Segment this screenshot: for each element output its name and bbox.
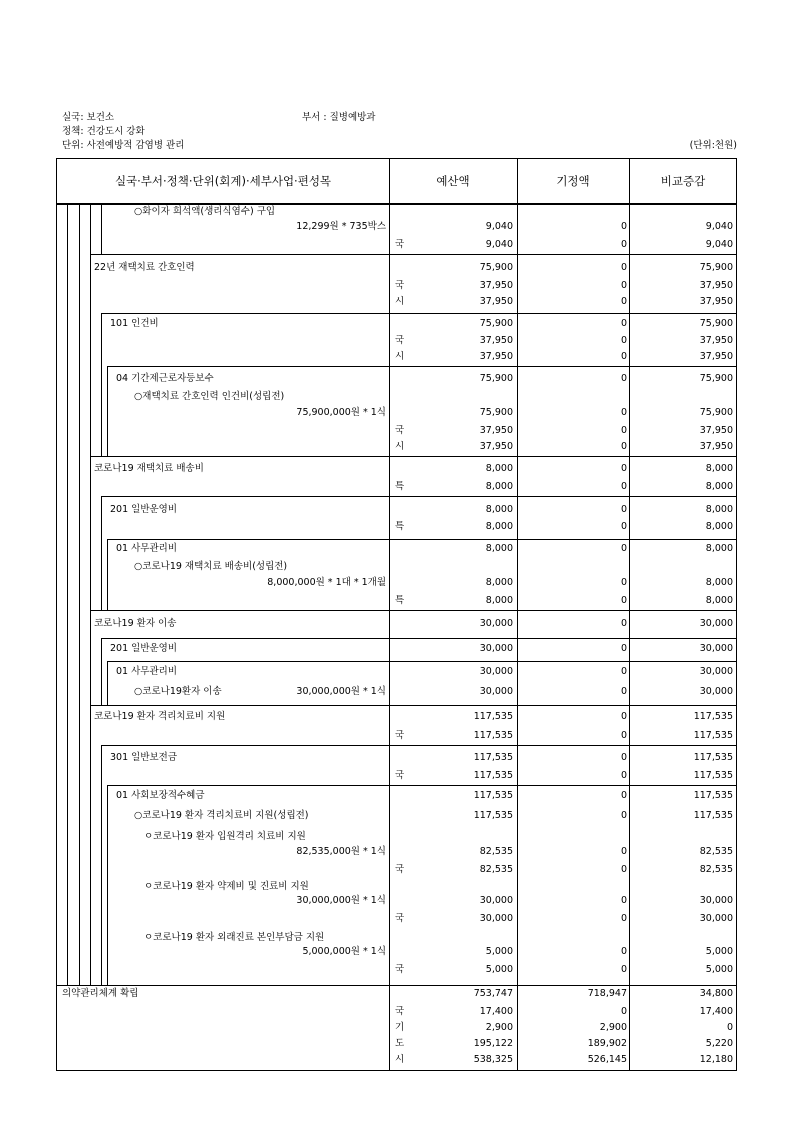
hierarchy-line (101, 204, 102, 254)
funding-source: 국 (395, 964, 405, 975)
unit-label: 단위: 사전예방적 감염병 관리 (62, 140, 185, 151)
hierarchy-line (67, 204, 68, 985)
budget-value: 117,535 (473, 810, 513, 821)
existing-value: 0 (620, 262, 627, 273)
line-item-label: 코로나19 환자 격리치료비 지원 (94, 711, 226, 722)
row-separator (90, 610, 737, 611)
existing-value: 0 (620, 595, 627, 606)
funding-source: 국 (395, 864, 405, 875)
existing-value: 0 (620, 730, 627, 741)
existing-value: 0 (620, 686, 627, 697)
line-item-label: ○재택치료 간호인력 인건비(성립전) (134, 391, 285, 402)
budget-value: 117,535 (473, 711, 513, 722)
row-separator (101, 745, 737, 746)
budget-value: 37,950 (479, 351, 513, 362)
line-item-label: ○화이자 희석액(생리식염수) 구입 (134, 206, 276, 217)
hierarchy-line (107, 661, 108, 705)
line-item-label: ○코로나19환자 이송 (134, 686, 222, 697)
diff-value: 30,000 (699, 895, 733, 906)
policy-label: 정책: 건강도시 강화 (62, 126, 145, 137)
column-header-existing: 기정액 (556, 174, 590, 188)
column-header-diff: 비교증감 (660, 174, 706, 188)
existing-value: 189,902 (587, 1038, 627, 1049)
budget-value: 117,535 (473, 790, 513, 801)
row-separator (90, 254, 737, 255)
line-item-label: 82,535,000원 * 1식 (296, 846, 386, 857)
existing-value: 0 (620, 790, 627, 801)
existing-value: 0 (620, 463, 627, 474)
existing-value: 2,900 (599, 1022, 627, 1033)
column-header-main: 실국·부서·정책·단위(회계)·세부사업·편성목 (114, 174, 332, 188)
budget-value: 30,000 (479, 666, 513, 677)
diff-value: 37,950 (699, 296, 733, 307)
line-item-label: 75,900,000원 * 1식 (296, 407, 386, 418)
budget-value: 30,000 (479, 618, 513, 629)
budget-value: 8,000 (485, 463, 513, 474)
budget-value: 117,535 (473, 770, 513, 781)
existing-value: 0 (620, 407, 627, 418)
diff-value: 30,000 (699, 643, 733, 654)
existing-value: 0 (620, 864, 627, 875)
diff-value: 117,535 (693, 790, 733, 801)
line-item-label: ㅇ코로나19 환자 입원격리 치료비 지원 (144, 831, 306, 842)
existing-value: 0 (620, 543, 627, 554)
existing-value: 0 (620, 643, 627, 654)
budget-value: 75,900 (479, 262, 513, 273)
line-item-label: 01 사회보장적수혜금 (116, 790, 205, 801)
diff-value: 37,950 (699, 425, 733, 436)
line-item-label: 코로나19 환자 이송 (94, 618, 177, 629)
budget-value: 8,000 (485, 481, 513, 492)
line-item-label: ㅇ코로나19 환자 약제비 및 진료비 지원 (144, 881, 309, 892)
funding-source: 특 (395, 521, 405, 532)
existing-value: 0 (620, 335, 627, 346)
existing-value: 0 (620, 351, 627, 362)
line-item-label: ○코로나19 환자 격리치료비 지원(성립전) (134, 810, 309, 821)
row-separator (56, 985, 737, 986)
diff-value: 75,900 (699, 262, 733, 273)
existing-value: 0 (620, 618, 627, 629)
budget-value: 75,900 (479, 373, 513, 384)
budget-value: 82,535 (479, 846, 513, 857)
existing-value: 0 (620, 913, 627, 924)
funding-source: 특 (395, 481, 405, 492)
diff-value: 9,040 (705, 221, 733, 232)
diff-value: 37,950 (699, 441, 733, 452)
diff-value: 8,000 (705, 521, 733, 532)
budget-value: 8,000 (485, 521, 513, 532)
funding-source: 국 (395, 425, 405, 436)
existing-value: 0 (620, 577, 627, 588)
diff-value: 8,000 (705, 595, 733, 606)
funding-source: 기 (395, 1022, 405, 1033)
existing-value: 0 (620, 318, 627, 329)
diff-value: 8,000 (705, 481, 733, 492)
funding-source: 국 (395, 913, 405, 924)
budget-value: 17,400 (479, 1006, 513, 1017)
budget-value: 30,000 (479, 643, 513, 654)
budget-value: 9,040 (485, 221, 513, 232)
money-unit-label: (단위:천원) (689, 140, 737, 151)
budget-value: 9,040 (485, 239, 513, 250)
funding-source: 시 (395, 296, 405, 307)
existing-value: 0 (620, 504, 627, 515)
funding-source: 시 (395, 1054, 405, 1065)
budget-value: 195,122 (473, 1038, 513, 1049)
diff-value: 12,180 (699, 1054, 733, 1065)
existing-value: 0 (620, 964, 627, 975)
existing-value: 0 (620, 425, 627, 436)
funding-source: 국 (395, 335, 405, 346)
existing-value: 0 (620, 846, 627, 857)
diff-value: 30,000 (699, 913, 733, 924)
existing-value: 0 (620, 770, 627, 781)
hierarchy-line (101, 496, 102, 610)
line-item-label: 의약관리체계 확립 (62, 988, 139, 999)
line-item-label: 코로나19 재택치료 배송비 (94, 463, 204, 474)
diff-value: 117,535 (693, 730, 733, 741)
funding-source: 시 (395, 441, 405, 452)
hierarchy-line (79, 204, 80, 985)
diff-value: 37,950 (699, 351, 733, 362)
funding-source: 국 (395, 770, 405, 781)
hierarchy-line (101, 745, 102, 985)
diff-value: 9,040 (705, 239, 733, 250)
column-divider (629, 158, 630, 1071)
existing-value: 0 (620, 810, 627, 821)
budget-value: 37,950 (479, 441, 513, 452)
line-item-label: 12,299원 * 735박스 (296, 221, 386, 232)
budget-value: 37,950 (479, 335, 513, 346)
row-separator (101, 313, 737, 314)
diff-value: 34,800 (699, 988, 733, 999)
funding-source: 특 (395, 595, 405, 606)
row-separator (101, 638, 737, 639)
budget-value: 8,000 (485, 577, 513, 588)
line-item-label: 101 인건비 (110, 318, 159, 329)
diff-value: 82,535 (699, 846, 733, 857)
diff-value: 117,535 (693, 752, 733, 763)
existing-value: 0 (620, 521, 627, 532)
line-item-label: ㅇ코로나19 환자 외래진료 본인부담금 지원 (144, 932, 325, 943)
diff-value: 5,000 (705, 964, 733, 975)
diff-value: 75,900 (699, 407, 733, 418)
diff-value: 37,950 (699, 335, 733, 346)
line-item-label: ○코로나19 재택치료 배송비(성립전) (134, 561, 288, 572)
line-item-label: 30,000,000원 * 1식 (296, 895, 386, 906)
existing-value: 0 (620, 895, 627, 906)
hierarchy-line (101, 313, 102, 456)
budget-value: 37,950 (479, 280, 513, 291)
line-item-label: 22년 재택치료 간호인력 (94, 262, 195, 273)
budget-value: 82,535 (479, 864, 513, 875)
diff-value: 5,000 (705, 946, 733, 957)
column-divider (389, 158, 390, 1071)
line-item-label: 8,000,000원 * 1대 * 1개월 (267, 577, 386, 588)
diff-value: 30,000 (699, 618, 733, 629)
existing-value: 526,145 (587, 1054, 627, 1065)
funding-source: 국 (395, 280, 405, 291)
budget-value: 8,000 (485, 504, 513, 515)
row-separator (107, 539, 737, 540)
existing-value: 0 (620, 946, 627, 957)
diff-value: 17,400 (699, 1006, 733, 1017)
hierarchy-line (107, 366, 108, 456)
funding-source: 국 (395, 730, 405, 741)
funding-source: 시 (395, 351, 405, 362)
diff-value: 75,900 (699, 318, 733, 329)
diff-value: 117,535 (693, 810, 733, 821)
diff-value: 117,535 (693, 711, 733, 722)
row-separator (90, 705, 737, 706)
row-separator (90, 456, 737, 457)
diff-value: 82,535 (699, 864, 733, 875)
existing-value: 0 (620, 441, 627, 452)
row-separator (107, 366, 737, 367)
budget-value: 5,000 (485, 946, 513, 957)
line-item-detail: 30,000,000원 * 1식 (296, 686, 386, 697)
budget-value: 117,535 (473, 730, 513, 741)
diff-value: 30,000 (699, 666, 733, 677)
funding-source: 도 (395, 1038, 405, 1049)
funding-source: 국 (395, 1006, 405, 1017)
existing-value: 0 (620, 711, 627, 722)
budget-value: 30,000 (479, 913, 513, 924)
diff-value: 30,000 (699, 686, 733, 697)
budget-value: 2,900 (485, 1022, 513, 1033)
budget-value: 5,000 (485, 964, 513, 975)
diff-value: 8,000 (705, 463, 733, 474)
header-divider (56, 203, 737, 205)
diff-value: 8,000 (705, 543, 733, 554)
budget-value: 8,000 (485, 595, 513, 606)
existing-value: 0 (620, 752, 627, 763)
existing-value: 0 (620, 1006, 627, 1017)
existing-value: 0 (620, 481, 627, 492)
existing-value: 0 (620, 239, 627, 250)
diff-value: 75,900 (699, 373, 733, 384)
budget-value: 30,000 (479, 686, 513, 697)
office-label: 실국: 보건소 (62, 112, 115, 123)
budget-value: 30,000 (479, 895, 513, 906)
budget-value: 753,747 (473, 988, 513, 999)
budget-value: 538,325 (473, 1054, 513, 1065)
line-item-label: 04 기간제근로자등보수 (116, 373, 214, 384)
existing-value: 0 (620, 280, 627, 291)
existing-value: 0 (620, 221, 627, 232)
budget-value: 75,900 (479, 407, 513, 418)
line-item-label: 201 일반운영비 (110, 504, 178, 515)
existing-value: 0 (620, 666, 627, 677)
line-item-label: 01 사무관리비 (116, 666, 177, 677)
budget-value: 117,535 (473, 752, 513, 763)
hierarchy-line (107, 539, 108, 610)
diff-value: 0 (726, 1022, 733, 1033)
budget-value: 75,900 (479, 318, 513, 329)
column-divider (517, 158, 518, 1071)
line-item-label: 01 사무관리비 (116, 543, 177, 554)
row-separator (101, 496, 737, 497)
diff-value: 5,220 (705, 1038, 733, 1049)
diff-value: 8,000 (705, 504, 733, 515)
hierarchy-line (90, 204, 91, 985)
column-header-budget: 예산액 (436, 174, 470, 188)
budget-value: 37,950 (479, 296, 513, 307)
hierarchy-line (101, 638, 102, 705)
existing-value: 0 (620, 296, 627, 307)
line-item-label: 5,000,000원 * 1식 (302, 946, 386, 957)
diff-value: 37,950 (699, 280, 733, 291)
diff-value: 8,000 (705, 577, 733, 588)
budget-value: 8,000 (485, 543, 513, 554)
existing-value: 0 (620, 373, 627, 384)
line-item-label: 201 일반운영비 (110, 643, 178, 654)
row-separator (107, 785, 737, 786)
line-item-label: 301 일반보전금 (110, 752, 178, 763)
diff-value: 117,535 (693, 770, 733, 781)
row-separator (107, 661, 737, 662)
department-label: 부서 : 질병예방과 (302, 112, 376, 123)
existing-value: 718,947 (587, 988, 627, 999)
budget-value: 37,950 (479, 425, 513, 436)
funding-source: 국 (395, 239, 405, 250)
hierarchy-line (107, 785, 108, 985)
